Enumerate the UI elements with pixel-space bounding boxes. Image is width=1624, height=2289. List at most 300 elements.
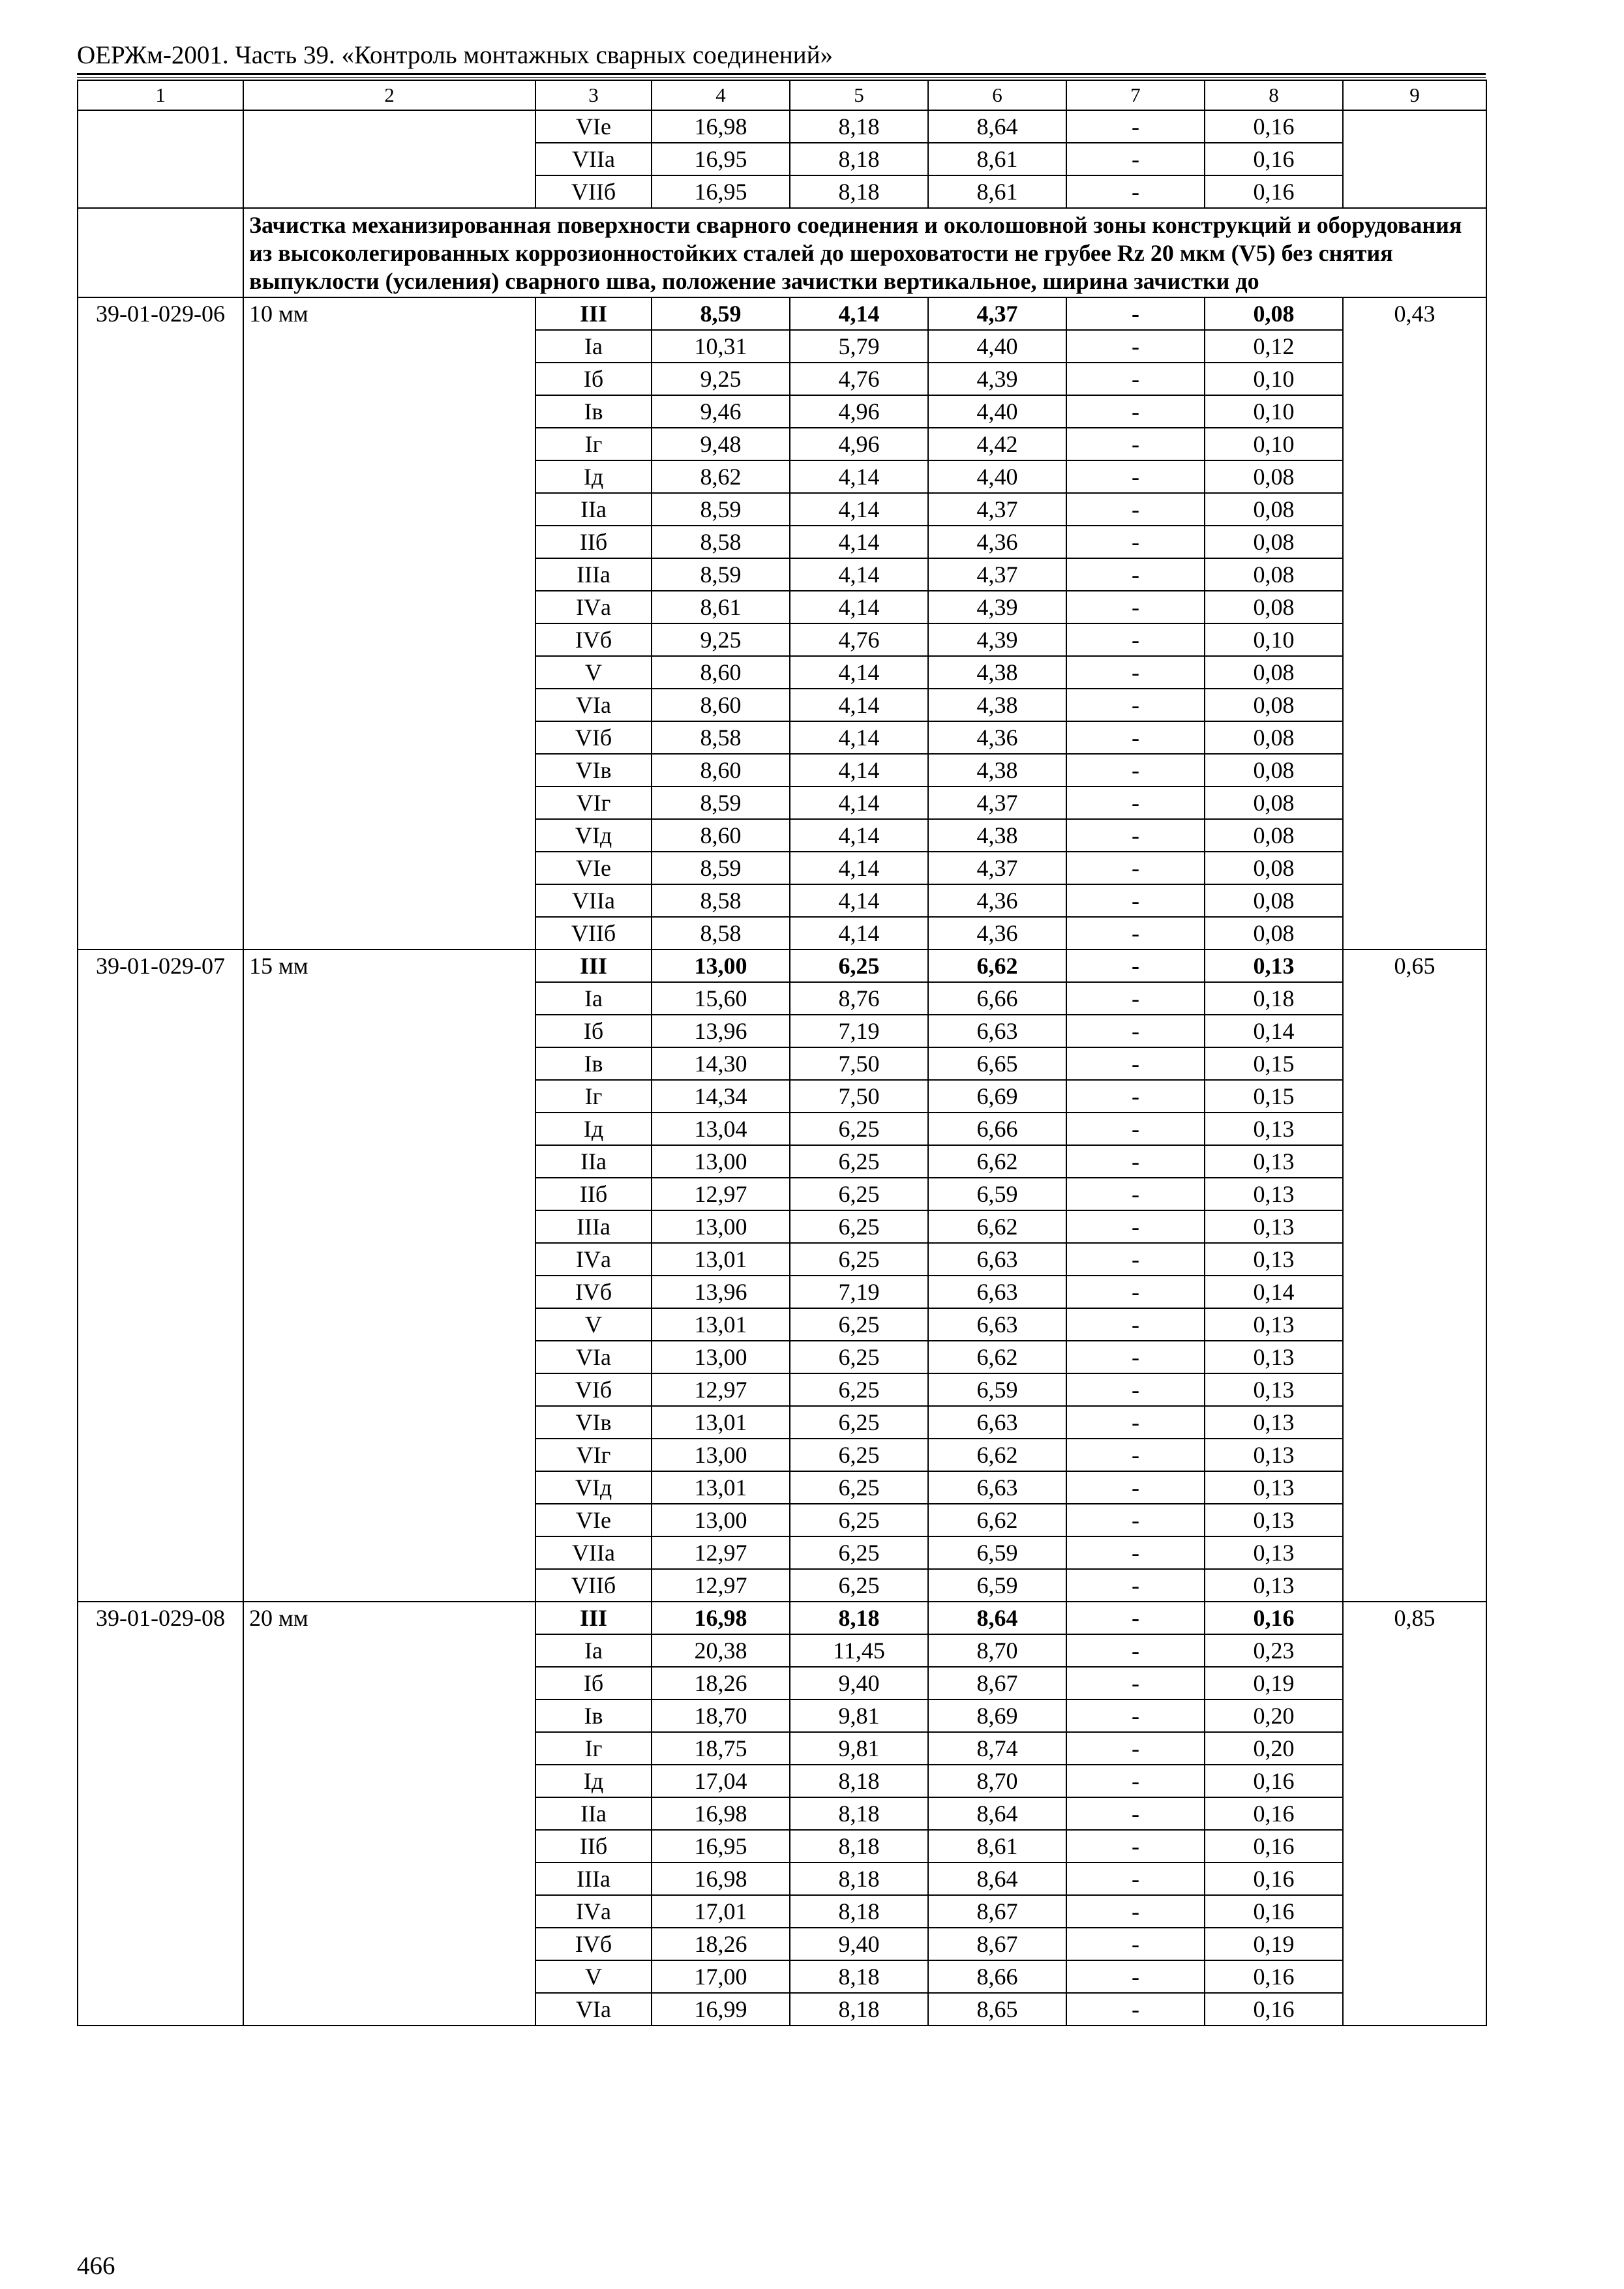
- group-cell: IIIа: [535, 1210, 652, 1243]
- machinists-cost-cell: -: [1066, 1602, 1205, 1634]
- materials-cost-cell: 0,13: [1205, 950, 1343, 982]
- machinists-cost-cell: -: [1066, 1699, 1205, 1732]
- labor-cost-cell: 7,50: [790, 1047, 928, 1080]
- materials-cost-cell: 0,13: [1205, 1210, 1343, 1243]
- size-cell-empty: [243, 110, 535, 208]
- total-cost-cell: 13,01: [652, 1243, 790, 1276]
- machine-cost-cell: 8,70: [928, 1765, 1066, 1797]
- total-cost-cell: 12,97: [652, 1178, 790, 1210]
- group-cell: Iд: [535, 460, 652, 493]
- machine-cost-cell: 4,37: [928, 852, 1066, 884]
- cleaning-width: 15 мм: [243, 950, 535, 1602]
- materials-cost-cell: 0,16: [1205, 1993, 1343, 2026]
- machine-cost-cell: 6,59: [928, 1373, 1066, 1406]
- group-cell: Iб: [535, 363, 652, 395]
- total-cost-cell: 17,01: [652, 1895, 790, 1928]
- machine-cost-cell: 6,62: [928, 950, 1066, 982]
- norm-code: 39-01-029-06: [78, 297, 243, 950]
- labor-cost-cell: 6,25: [790, 1308, 928, 1341]
- total-cost-cell: 13,96: [652, 1015, 790, 1047]
- machine-cost-cell: 4,40: [928, 460, 1066, 493]
- total-cost-cell: 10,31: [652, 330, 790, 363]
- group-cell: Iд: [535, 1765, 652, 1797]
- total-cost-cell: 8,59: [652, 297, 790, 330]
- group-cell: V: [535, 1960, 652, 1993]
- labor-cost-cell: 6,25: [790, 1178, 928, 1210]
- labor-cost-cell: 4,96: [790, 428, 928, 460]
- machine-cost-cell: 4,36: [928, 721, 1066, 754]
- labor-cost-cell: 4,76: [790, 363, 928, 395]
- group-cell: VIд: [535, 819, 652, 852]
- total-cost-cell: 16,98: [652, 1602, 790, 1634]
- labor-cost-cell: 6,25: [790, 1243, 928, 1276]
- machine-cost-cell: 4,36: [928, 917, 1066, 950]
- labor-cost-cell: 4,14: [790, 297, 928, 330]
- labor-cost-cell: 8,18: [790, 1797, 928, 1830]
- labor-cost-cell: 6,25: [790, 1145, 928, 1178]
- group-cell: VIIб: [535, 917, 652, 950]
- labor-cost-cell: 4,14: [790, 884, 928, 917]
- materials-cost-cell: 0,08: [1205, 721, 1343, 754]
- total-cost-cell: 16,95: [652, 1830, 790, 1863]
- machine-cost-cell: 4,36: [928, 884, 1066, 917]
- labor-cost-cell: 6,25: [790, 1210, 928, 1243]
- group-cell: Iа: [535, 330, 652, 363]
- machinists-cost-cell: -: [1066, 1439, 1205, 1471]
- machine-cost-cell: 6,63: [928, 1471, 1066, 1504]
- machine-cost-cell: 4,36: [928, 526, 1066, 558]
- materials-cost-cell: 0,08: [1205, 297, 1343, 330]
- materials-cost-cell: 0,08: [1205, 819, 1343, 852]
- group-cell: VIIа: [535, 143, 652, 175]
- machine-cost-cell: 6,69: [928, 1080, 1066, 1113]
- group-cell: Iв: [535, 395, 652, 428]
- group-cell: IVб: [535, 623, 652, 656]
- materials-cost-cell: 0,13: [1205, 1471, 1343, 1504]
- column-number: 9: [1343, 80, 1486, 110]
- column-number: 8: [1205, 80, 1343, 110]
- machinists-cost-cell: -: [1066, 1471, 1205, 1504]
- group-cell: Iа: [535, 982, 652, 1015]
- group-cell: IVб: [535, 1928, 652, 1960]
- labor-cost-cell: 4,14: [790, 852, 928, 884]
- total-cost-cell: 13,01: [652, 1471, 790, 1504]
- labor-cost-cell: 4,14: [790, 819, 928, 852]
- materials-cost-cell: 0,13: [1205, 1341, 1343, 1373]
- group-cell: VIв: [535, 754, 652, 786]
- materials-cost-cell: 0,16: [1205, 175, 1343, 208]
- labor-cost-cell: 8,18: [790, 1602, 928, 1634]
- group-cell: VIIб: [535, 175, 652, 208]
- column-number: 5: [790, 80, 928, 110]
- machinists-cost-cell: -: [1066, 330, 1205, 363]
- materials-cost-cell: 0,08: [1205, 526, 1343, 558]
- group-cell: III: [535, 950, 652, 982]
- machinists-cost-cell: -: [1066, 1732, 1205, 1765]
- materials-cost-cell: 0,13: [1205, 1178, 1343, 1210]
- total-cost-cell: 16,98: [652, 110, 790, 143]
- labor-cost-cell: 4,14: [790, 656, 928, 689]
- group-cell: Iа: [535, 1634, 652, 1667]
- machinists-cost-cell: -: [1066, 395, 1205, 428]
- total-cost-cell: 16,95: [652, 175, 790, 208]
- column-number: 7: [1066, 80, 1205, 110]
- group-cell: VIа: [535, 1993, 652, 2026]
- materials-cost-cell: 0,13: [1205, 1145, 1343, 1178]
- machine-cost-cell: 4,39: [928, 591, 1066, 623]
- machinists-cost-cell: -: [1066, 1113, 1205, 1145]
- materials-cost-cell: 0,08: [1205, 689, 1343, 721]
- labor-cost-cell: 9,81: [790, 1732, 928, 1765]
- total-cost-cell: 8,60: [652, 656, 790, 689]
- machinists-cost-cell: -: [1066, 1243, 1205, 1276]
- group-cell: VIе: [535, 1504, 652, 1536]
- machinists-cost-cell: -: [1066, 656, 1205, 689]
- coef-cell-empty: [1343, 110, 1486, 208]
- machine-cost-cell: 8,66: [928, 1960, 1066, 1993]
- total-cost-cell: 8,58: [652, 721, 790, 754]
- materials-cost-cell: 0,10: [1205, 428, 1343, 460]
- materials-cost-cell: 0,20: [1205, 1732, 1343, 1765]
- group-cell: Iд: [535, 1113, 652, 1145]
- code-cell-empty: [78, 110, 243, 208]
- total-cost-cell: 8,61: [652, 591, 790, 623]
- machinists-cost-cell: -: [1066, 1080, 1205, 1113]
- group-cell: IVа: [535, 1895, 652, 1928]
- total-cost-cell: 13,00: [652, 1341, 790, 1373]
- machine-cost-cell: 8,67: [928, 1928, 1066, 1960]
- total-cost-cell: 18,75: [652, 1732, 790, 1765]
- machinists-cost-cell: -: [1066, 1667, 1205, 1699]
- materials-cost-cell: 0,15: [1205, 1047, 1343, 1080]
- machine-cost-cell: 8,67: [928, 1895, 1066, 1928]
- materials-cost-cell: 0,08: [1205, 754, 1343, 786]
- section-code-empty: [78, 208, 243, 297]
- materials-cost-cell: 0,13: [1205, 1308, 1343, 1341]
- machine-cost-cell: 4,38: [928, 819, 1066, 852]
- coefficient-cell: 0,65: [1343, 950, 1486, 1602]
- total-cost-cell: 13,00: [652, 1210, 790, 1243]
- group-cell: VIб: [535, 1373, 652, 1406]
- machinists-cost-cell: -: [1066, 982, 1205, 1015]
- machinists-cost-cell: -: [1066, 428, 1205, 460]
- header-rule-thin: [77, 77, 1486, 78]
- labor-cost-cell: 8,18: [790, 1993, 928, 2026]
- machinists-cost-cell: -: [1066, 591, 1205, 623]
- machine-cost-cell: 6,62: [928, 1145, 1066, 1178]
- materials-cost-cell: 0,13: [1205, 1406, 1343, 1439]
- machine-cost-cell: 6,63: [928, 1243, 1066, 1276]
- materials-cost-cell: 0,08: [1205, 558, 1343, 591]
- materials-cost-cell: 0,12: [1205, 330, 1343, 363]
- total-cost-cell: 12,97: [652, 1536, 790, 1569]
- total-cost-cell: 16,98: [652, 1863, 790, 1895]
- section-title: Зачистка механизированная поверхности сварного соединения и околошовной зоны конструкций и оборудования из высоколегированных коррозионностойких сталей до шероховатости не грубее Rz 20 мкм (V5) без снятия выпуклости (усиления) сварного шва, положение зачистки вертикальное, ширина зачистки до: [243, 208, 1486, 297]
- machine-cost-cell: 6,63: [928, 1308, 1066, 1341]
- machine-cost-cell: 4,38: [928, 754, 1066, 786]
- labor-cost-cell: 8,18: [790, 1960, 928, 1993]
- machine-cost-cell: 4,38: [928, 689, 1066, 721]
- table-row: [78, 110, 1486, 143]
- total-cost-cell: 17,00: [652, 1960, 790, 1993]
- materials-cost-cell: 0,16: [1205, 1830, 1343, 1863]
- total-cost-cell: 13,00: [652, 950, 790, 982]
- labor-cost-cell: 5,79: [790, 330, 928, 363]
- labor-cost-cell: 8,18: [790, 175, 928, 208]
- machine-cost-cell: 6,66: [928, 982, 1066, 1015]
- coefficient-cell: 0,85: [1343, 1602, 1486, 2026]
- materials-cost-cell: 0,16: [1205, 1863, 1343, 1895]
- group-cell: VIIб: [535, 1569, 652, 1602]
- materials-cost-cell: 0,16: [1205, 1797, 1343, 1830]
- labor-cost-cell: 4,14: [790, 460, 928, 493]
- machine-cost-cell: 6,62: [928, 1439, 1066, 1471]
- labor-cost-cell: 8,18: [790, 1830, 928, 1863]
- materials-cost-cell: 0,20: [1205, 1699, 1343, 1732]
- group-cell: VIе: [535, 852, 652, 884]
- labor-cost-cell: 4,14: [790, 558, 928, 591]
- materials-cost-cell: 0,08: [1205, 917, 1343, 950]
- total-cost-cell: 9,25: [652, 363, 790, 395]
- total-cost-cell: 20,38: [652, 1634, 790, 1667]
- machinists-cost-cell: -: [1066, 1536, 1205, 1569]
- machine-cost-cell: 4,39: [928, 363, 1066, 395]
- group-cell: V: [535, 656, 652, 689]
- table-row: [78, 297, 1486, 330]
- machine-cost-cell: 8,64: [928, 1797, 1066, 1830]
- table-body: [78, 80, 1486, 2026]
- machine-cost-cell: 8,74: [928, 1732, 1066, 1765]
- machine-cost-cell: 4,40: [928, 330, 1066, 363]
- total-cost-cell: 13,01: [652, 1406, 790, 1439]
- column-number: 6: [928, 80, 1066, 110]
- materials-cost-cell: 0,19: [1205, 1667, 1343, 1699]
- total-cost-cell: 8,58: [652, 526, 790, 558]
- cleaning-width: 20 мм: [243, 1602, 535, 2026]
- machine-cost-cell: 6,65: [928, 1047, 1066, 1080]
- total-cost-cell: 9,25: [652, 623, 790, 656]
- column-number: 4: [652, 80, 790, 110]
- total-cost-cell: 8,60: [652, 819, 790, 852]
- group-cell: VIIа: [535, 1536, 652, 1569]
- machinists-cost-cell: -: [1066, 1178, 1205, 1210]
- materials-cost-cell: 0,13: [1205, 1536, 1343, 1569]
- labor-cost-cell: 4,14: [790, 721, 928, 754]
- machinists-cost-cell: -: [1066, 1047, 1205, 1080]
- cleaning-width: 10 мм: [243, 297, 535, 950]
- machinists-cost-cell: -: [1066, 1373, 1205, 1406]
- machine-cost-cell: 8,61: [928, 175, 1066, 208]
- group-cell: VIд: [535, 1471, 652, 1504]
- labor-cost-cell: 7,50: [790, 1080, 928, 1113]
- group-cell: IIа: [535, 493, 652, 526]
- labor-cost-cell: 7,19: [790, 1015, 928, 1047]
- materials-cost-cell: 0,08: [1205, 591, 1343, 623]
- labor-cost-cell: 4,76: [790, 623, 928, 656]
- machinists-cost-cell: -: [1066, 884, 1205, 917]
- group-cell: IIб: [535, 526, 652, 558]
- table-row: [78, 950, 1486, 982]
- machine-cost-cell: 8,65: [928, 1993, 1066, 2026]
- group-cell: IVа: [535, 591, 652, 623]
- machine-cost-cell: 4,37: [928, 297, 1066, 330]
- machinists-cost-cell: -: [1066, 917, 1205, 950]
- machine-cost-cell: 8,69: [928, 1699, 1066, 1732]
- labor-cost-cell: 6,25: [790, 1439, 928, 1471]
- total-cost-cell: 15,60: [652, 982, 790, 1015]
- total-cost-cell: 8,59: [652, 558, 790, 591]
- total-cost-cell: 13,01: [652, 1308, 790, 1341]
- column-number: 2: [243, 80, 535, 110]
- machine-cost-cell: 6,63: [928, 1276, 1066, 1308]
- machine-cost-cell: 8,64: [928, 110, 1066, 143]
- machine-cost-cell: 4,37: [928, 493, 1066, 526]
- machinists-cost-cell: -: [1066, 1210, 1205, 1243]
- group-cell: IIб: [535, 1830, 652, 1863]
- column-number: 1: [78, 80, 243, 110]
- materials-cost-cell: 0,16: [1205, 1960, 1343, 1993]
- materials-cost-cell: 0,13: [1205, 1243, 1343, 1276]
- machine-cost-cell: 4,37: [928, 786, 1066, 819]
- machinists-cost-cell: -: [1066, 363, 1205, 395]
- materials-cost-cell: 0,19: [1205, 1928, 1343, 1960]
- materials-cost-cell: 0,08: [1205, 852, 1343, 884]
- machinists-cost-cell: -: [1066, 754, 1205, 786]
- labor-cost-cell: 8,18: [790, 110, 928, 143]
- machine-cost-cell: 6,59: [928, 1536, 1066, 1569]
- table-row: [78, 1602, 1486, 1634]
- labor-cost-cell: 8,18: [790, 1863, 928, 1895]
- total-cost-cell: 16,98: [652, 1797, 790, 1830]
- machinists-cost-cell: -: [1066, 1993, 1205, 2026]
- machine-cost-cell: 6,66: [928, 1113, 1066, 1145]
- labor-cost-cell: 4,14: [790, 917, 928, 950]
- group-cell: VIв: [535, 1406, 652, 1439]
- labor-cost-cell: 6,25: [790, 1536, 928, 1569]
- group-cell: IIа: [535, 1145, 652, 1178]
- materials-cost-cell: 0,08: [1205, 460, 1343, 493]
- machinists-cost-cell: -: [1066, 1830, 1205, 1863]
- group-cell: VIа: [535, 1341, 652, 1373]
- column-number-row: [78, 80, 1486, 110]
- materials-cost-cell: 0,14: [1205, 1015, 1343, 1047]
- total-cost-cell: 18,26: [652, 1667, 790, 1699]
- group-cell: III: [535, 297, 652, 330]
- machinists-cost-cell: -: [1066, 623, 1205, 656]
- group-cell: Iг: [535, 428, 652, 460]
- machinists-cost-cell: -: [1066, 1765, 1205, 1797]
- materials-cost-cell: 0,16: [1205, 110, 1343, 143]
- machinists-cost-cell: -: [1066, 721, 1205, 754]
- group-cell: Iг: [535, 1732, 652, 1765]
- labor-cost-cell: 8,76: [790, 982, 928, 1015]
- machinists-cost-cell: -: [1066, 1634, 1205, 1667]
- total-cost-cell: 14,30: [652, 1047, 790, 1080]
- section-title-row: [78, 208, 1486, 297]
- machinists-cost-cell: -: [1066, 1863, 1205, 1895]
- group-cell: IIIа: [535, 1863, 652, 1895]
- materials-cost-cell: 0,08: [1205, 786, 1343, 819]
- materials-cost-cell: 0,13: [1205, 1439, 1343, 1471]
- group-cell: IIа: [535, 1797, 652, 1830]
- machinists-cost-cell: -: [1066, 460, 1205, 493]
- machinists-cost-cell: -: [1066, 110, 1205, 143]
- total-cost-cell: 13,00: [652, 1145, 790, 1178]
- labor-cost-cell: 6,25: [790, 1341, 928, 1373]
- machine-cost-cell: 6,59: [928, 1569, 1066, 1602]
- labor-cost-cell: 4,14: [790, 526, 928, 558]
- labor-cost-cell: 9,40: [790, 1667, 928, 1699]
- labor-cost-cell: 11,45: [790, 1634, 928, 1667]
- labor-cost-cell: 6,25: [790, 1569, 928, 1602]
- machine-cost-cell: 6,62: [928, 1504, 1066, 1536]
- group-cell: III: [535, 1602, 652, 1634]
- norm-code: 39-01-029-08: [78, 1602, 243, 2026]
- labor-cost-cell: 6,25: [790, 1113, 928, 1145]
- materials-cost-cell: 0,10: [1205, 623, 1343, 656]
- materials-cost-cell: 0,14: [1205, 1276, 1343, 1308]
- machinists-cost-cell: -: [1066, 950, 1205, 982]
- total-cost-cell: 9,48: [652, 428, 790, 460]
- machine-cost-cell: 8,64: [928, 1602, 1066, 1634]
- total-cost-cell: 9,46: [652, 395, 790, 428]
- labor-cost-cell: 6,25: [790, 1504, 928, 1536]
- machinists-cost-cell: -: [1066, 1276, 1205, 1308]
- group-cell: V: [535, 1308, 652, 1341]
- machine-cost-cell: 6,63: [928, 1406, 1066, 1439]
- norms-table: [77, 80, 1487, 2026]
- machinists-cost-cell: -: [1066, 1015, 1205, 1047]
- total-cost-cell: 12,97: [652, 1569, 790, 1602]
- materials-cost-cell: 0,08: [1205, 493, 1343, 526]
- machinists-cost-cell: -: [1066, 1895, 1205, 1928]
- group-cell: VIIа: [535, 884, 652, 917]
- machine-cost-cell: 4,38: [928, 656, 1066, 689]
- group-cell: Iв: [535, 1699, 652, 1732]
- machinists-cost-cell: -: [1066, 1797, 1205, 1830]
- machinists-cost-cell: -: [1066, 297, 1205, 330]
- materials-cost-cell: 0,13: [1205, 1504, 1343, 1536]
- header-rule: [77, 73, 1486, 75]
- total-cost-cell: 13,96: [652, 1276, 790, 1308]
- machinists-cost-cell: -: [1066, 1960, 1205, 1993]
- group-cell: VIа: [535, 689, 652, 721]
- machinists-cost-cell: -: [1066, 819, 1205, 852]
- machinists-cost-cell: -: [1066, 1406, 1205, 1439]
- total-cost-cell: 13,00: [652, 1504, 790, 1536]
- page-number: 466: [77, 2252, 115, 2280]
- labor-cost-cell: 6,25: [790, 950, 928, 982]
- machinists-cost-cell: -: [1066, 786, 1205, 819]
- group-cell: VIг: [535, 1439, 652, 1471]
- machine-cost-cell: 8,67: [928, 1667, 1066, 1699]
- machine-cost-cell: 4,39: [928, 623, 1066, 656]
- machinists-cost-cell: -: [1066, 1569, 1205, 1602]
- page-header: ОЕРЖм-2001. Часть 39. «Контроль монтажных сварных соединений»: [77, 41, 833, 69]
- total-cost-cell: 8,60: [652, 754, 790, 786]
- group-cell: VIб: [535, 721, 652, 754]
- total-cost-cell: 8,62: [652, 460, 790, 493]
- group-cell: IIб: [535, 1178, 652, 1210]
- machinists-cost-cell: -: [1066, 1308, 1205, 1341]
- labor-cost-cell: 4,14: [790, 754, 928, 786]
- materials-cost-cell: 0,13: [1205, 1569, 1343, 1602]
- labor-cost-cell: 6,25: [790, 1373, 928, 1406]
- labor-cost-cell: 8,18: [790, 1765, 928, 1797]
- group-cell: VIг: [535, 786, 652, 819]
- labor-cost-cell: 8,18: [790, 1895, 928, 1928]
- machine-cost-cell: 6,62: [928, 1341, 1066, 1373]
